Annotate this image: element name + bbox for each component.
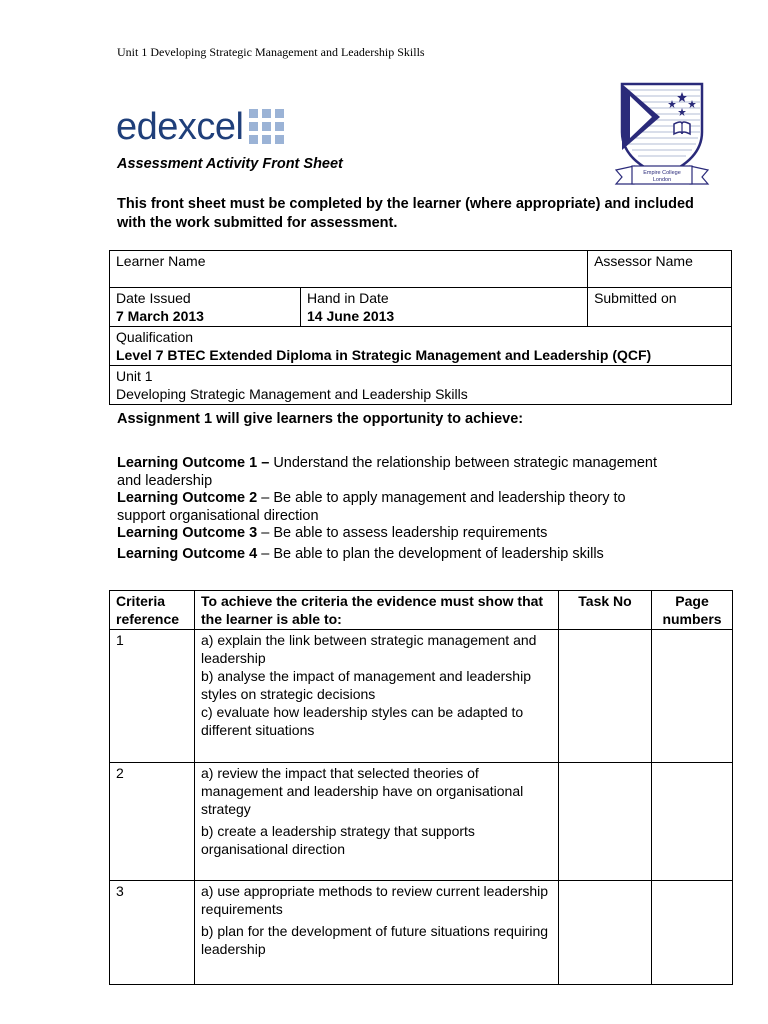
logo-text: edexcel [116, 106, 244, 148]
college-crest-icon [612, 80, 712, 188]
task-no-cell[interactable] [559, 763, 652, 881]
crest-label-line1: Empire College [643, 170, 681, 176]
learner-name-label: Learner Name [116, 253, 206, 269]
evidence-header: To achieve the criteria the evidence must show that the learner is able to: [195, 591, 559, 630]
criteria-evidence [195, 630, 559, 763]
learning-outcome-3 [117, 525, 677, 543]
outcome-label: Learning Outcome 2 [117, 490, 258, 506]
criteria-ref: 2 [110, 763, 195, 881]
edexcel-logo [116, 104, 331, 150]
page-numbers-header: Page numbers [652, 591, 733, 630]
outcome-label: Learning Outcome 3 [117, 525, 258, 541]
unit-cell [110, 366, 732, 405]
criteria-table [109, 590, 733, 985]
hand-in-date-label: Hand in Date [307, 290, 389, 306]
task-no-cell[interactable] [559, 630, 652, 763]
table-row [110, 763, 733, 881]
criteria-ref: 3 [110, 881, 195, 985]
qualification-value: Level 7 BTEC Extended Diploma in Strategic Management and Leadership (QCF) [116, 347, 652, 363]
evidence-item: a) use appropriate methods to review current leadership requirements [201, 883, 549, 917]
outcome-label: Learning Outcome 1 – [117, 455, 270, 471]
assignment-heading: Assignment 1 will give learners the opportunity to achieve: [117, 411, 524, 427]
table-row [110, 881, 733, 985]
qualification-cell [110, 327, 732, 366]
unit-label: Unit 1 [116, 368, 153, 384]
task-no-header: Task No [559, 591, 652, 630]
page-numbers-cell[interactable] [652, 763, 733, 881]
page-numbers-cell[interactable] [652, 881, 733, 985]
criteria-ref: 1 [110, 630, 195, 763]
sheet-intro: This front sheet must be completed by the learner (where appropriate) and included with the work submitted for assessment. [117, 196, 694, 231]
outcome-label: Learning Outcome 4 [117, 545, 258, 562]
submitted-on-cell[interactable] [588, 288, 732, 327]
qualification-label: Qualification [116, 329, 194, 345]
learning-outcome-2 [117, 490, 677, 525]
date-issued-label: Date Issued [116, 290, 191, 306]
learning-outcome-4 [117, 546, 677, 564]
evidence-item: a) explain the link between strategic management and leadership [201, 632, 537, 666]
criteria-evidence [195, 881, 559, 985]
sheet-subtitle: Assessment Activity Front Sheet [117, 156, 343, 172]
hand-in-date-value: 14 June 2013 [307, 308, 395, 324]
date-issued-value: 7 March 2013 [116, 308, 204, 324]
outcome-text: – Be able to plan the development of leadership skills [257, 545, 604, 562]
outcome-text: – Be able to assess leadership requirements [257, 525, 548, 541]
learning-outcome-1 [117, 455, 677, 490]
assessor-name-cell[interactable] [588, 251, 732, 288]
page-numbers-cell[interactable] [652, 630, 733, 763]
evidence-item: b) create a leadership strategy that supports organisational direction [201, 823, 475, 857]
learner-name-cell[interactable] [110, 251, 588, 288]
evidence-item: a) review the impact that selected theories of management and leadership have on organisational strategy [201, 765, 524, 817]
learner-info-table [109, 250, 732, 405]
hand-in-date-cell [301, 288, 588, 327]
evidence-item: b) plan for the development of future situations requiring leadership [201, 923, 549, 957]
submitted-on-label: Submitted on [594, 290, 677, 306]
criteria-evidence [195, 763, 559, 881]
criteria-header-row [110, 591, 733, 630]
running-header: Unit 1 Developing Strategic Management and Leadership Skills [117, 45, 425, 59]
task-no-cell[interactable] [559, 881, 652, 985]
evidence-item: b) analyse the impact of management and leadership styles on strategic decisions [201, 668, 531, 702]
evidence-item: c) evaluate how leadership styles can be adapted to different situations [201, 704, 524, 738]
criteria-ref-header: Criteria reference [110, 591, 195, 630]
crest-label-line2: London [652, 177, 672, 183]
date-issued-cell [110, 288, 301, 327]
assessor-name-label: Assessor Name [594, 253, 693, 269]
unit-value: Developing Strategic Management and Leadership Skills [116, 386, 468, 402]
table-row [110, 630, 733, 763]
logo-dots-icon [249, 109, 285, 145]
outcome-text: – Be able to apply management and leadership theory to support organisational direction [117, 490, 626, 524]
learning-outcomes [117, 455, 677, 563]
outcome-text: Understand the relationship between strategic management and leadership [117, 455, 658, 489]
